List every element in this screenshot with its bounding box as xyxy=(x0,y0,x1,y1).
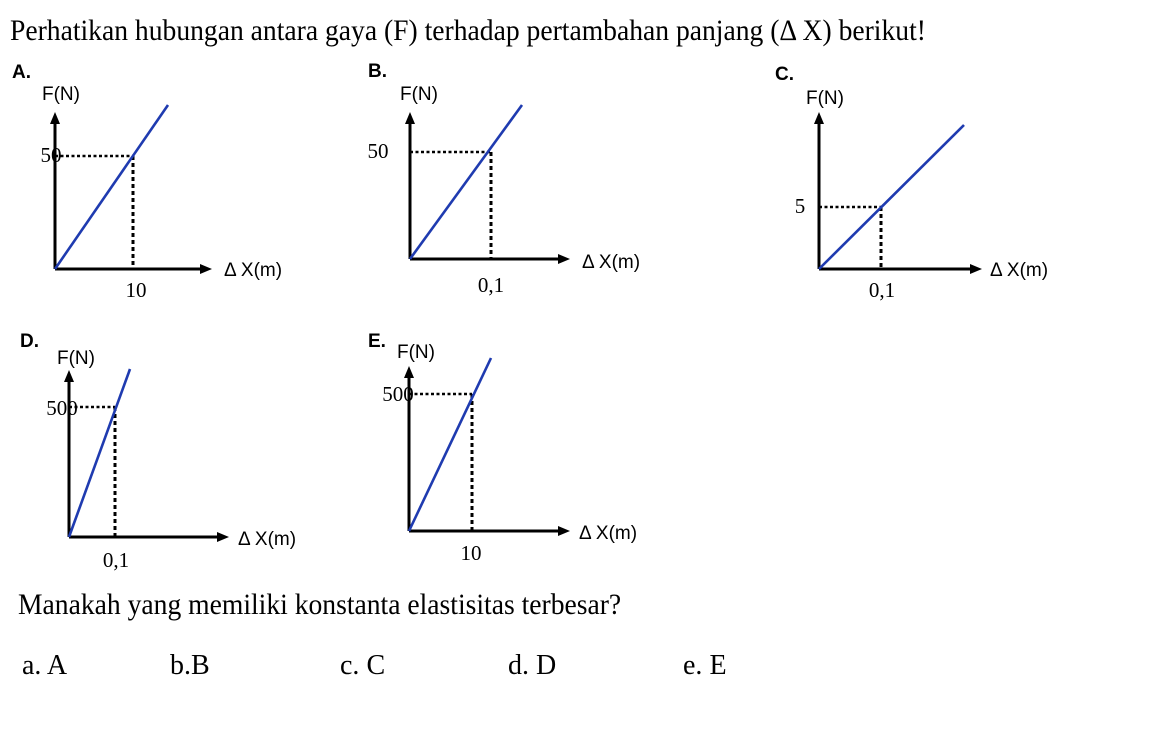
panel-label: A. xyxy=(12,62,31,83)
series-line xyxy=(819,125,964,269)
x-axis-arrow xyxy=(558,526,570,536)
option-b-prefix: b. xyxy=(170,650,191,681)
prompt-text: Manakah yang memiliki konstanta elastisitas terbesar? xyxy=(18,588,622,621)
y-axis-arrow xyxy=(814,112,824,124)
y-axis-arrow xyxy=(405,112,415,124)
x-axis-label: Δ X(m) xyxy=(582,252,641,273)
y-axis-label: F(N) xyxy=(42,84,80,105)
x-axis-arrow xyxy=(200,264,212,274)
x-axis-arrow xyxy=(970,264,982,274)
x-tick-label: 10 xyxy=(125,278,147,302)
chart-a xyxy=(12,62,282,302)
y-tick-label: 50 xyxy=(367,139,389,163)
y-tick-label: 50 xyxy=(40,143,62,167)
x-tick-label: 0,1 xyxy=(102,548,130,572)
chart-d xyxy=(20,331,296,572)
option-c-prefix: c. xyxy=(340,650,360,681)
y-axis-arrow xyxy=(64,370,74,382)
series-line xyxy=(409,358,491,531)
chart-b xyxy=(368,61,641,297)
panel-label: B. xyxy=(368,61,387,82)
panel-label: D. xyxy=(20,331,39,352)
option-a[interactable] xyxy=(22,650,67,682)
option-a-label: A xyxy=(46,650,68,681)
x-tick-label: 0,1 xyxy=(477,273,505,297)
series-line xyxy=(410,105,522,259)
option-e[interactable] xyxy=(683,650,727,682)
series-line xyxy=(69,369,130,537)
x-tick-label: 0,1 xyxy=(868,278,896,302)
option-d-label: D xyxy=(536,650,557,681)
y-axis-arrow xyxy=(404,366,414,378)
option-c-label: C xyxy=(366,650,386,681)
question-text: Perhatikan hubungan antara gaya (F) terhadap pertambahan panjang (Δ X) berikut! xyxy=(10,14,926,47)
chart-e xyxy=(368,331,637,565)
answer-options xyxy=(0,650,1150,690)
x-axis-arrow xyxy=(217,532,229,542)
y-axis-label: F(N) xyxy=(397,342,435,363)
option-e-label: E xyxy=(709,650,727,681)
series-line xyxy=(55,105,168,269)
y-axis-arrow xyxy=(50,112,60,124)
y-tick-label: 500 xyxy=(46,396,78,420)
option-e-prefix: e. xyxy=(683,650,703,681)
y-axis-label: F(N) xyxy=(806,88,844,109)
option-d-prefix: d. xyxy=(508,650,529,681)
y-axis-label: F(N) xyxy=(57,348,95,369)
panel-label: E. xyxy=(368,331,386,352)
x-axis-label: Δ X(m) xyxy=(224,260,283,281)
y-axis-label: F(N) xyxy=(400,84,438,105)
option-c[interactable] xyxy=(340,650,385,682)
x-axis-label: Δ X(m) xyxy=(990,260,1049,281)
chart-c xyxy=(775,64,1048,302)
option-b-label: B xyxy=(191,650,210,681)
panel-label: C. xyxy=(775,64,794,85)
x-axis-label: Δ X(m) xyxy=(238,529,297,550)
x-axis-arrow xyxy=(558,254,570,264)
x-tick-label: 10 xyxy=(460,541,482,565)
option-a-prefix: a. xyxy=(22,650,42,681)
y-tick-label: 5 xyxy=(794,194,806,218)
x-axis-label: Δ X(m) xyxy=(579,523,638,544)
y-tick-label: 500 xyxy=(382,382,414,406)
option-b[interactable] xyxy=(170,650,210,682)
option-d[interactable] xyxy=(508,650,556,682)
